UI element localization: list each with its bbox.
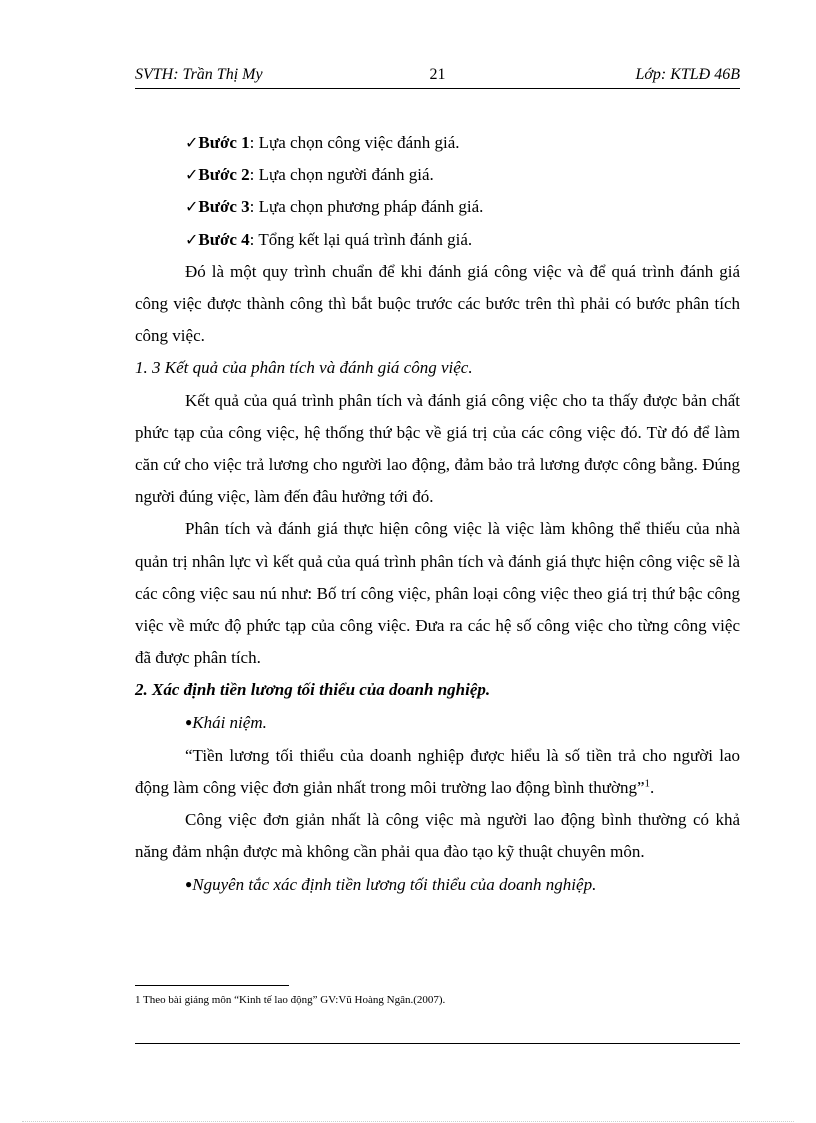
bullet-text: Khái niệm. (192, 712, 267, 732)
step-label: Bước 2 (198, 165, 250, 185)
bullet-icon: ● (185, 714, 193, 729)
paragraph: Đó là một quy trình chuẩn để khi đánh giá công việc và để quá trình đánh giá công việc được thành công thì bắt buộc trước các bước trên thì phải có bước phân tích công việc. (135, 261, 740, 346)
step-item (135, 159, 740, 191)
checkmark-icon: ✓ (185, 197, 199, 217)
quote-text: “Tiền lương tối thiểu của doanh nghiệp được hiểu là số tiền trả cho người lao động làm công việc đơn giản nhất trong môi trường lao động bình thường” (135, 745, 740, 798)
step-text: : Lựa chọn công việc đánh giá. (249, 133, 460, 152)
paragraph: Kết quả của quá trình phân tích và đánh giá công việc cho ta thấy được bản chất phức tạp của công việc, hệ thống thứ bậc về giá trị của các công việc đó. Từ đó để làm căn cứ cho việc trả lương cho người lao động, đảm bảo trả lương được công bằng. Đúng người đúng việc, làm đến đâu hưởng tới đó. (135, 390, 740, 507)
step-item (135, 224, 740, 256)
step-label: Bước 4 (198, 229, 250, 249)
header-class: Lớp: KTLĐ 46B (635, 66, 740, 83)
header-page-number: 21 (429, 66, 446, 83)
step-text: : Tổng kết lại quá trình đánh giá. (249, 229, 473, 249)
footer-rule (135, 1043, 740, 1044)
bullet-item (135, 869, 740, 902)
section-heading: 2. Xác định tiền lương tối thiểu của doanh nghiệp. (135, 680, 491, 700)
bullet-text: Nguyên tắc xác định tiền lương tối thiểu của doanh nghiệp. (192, 874, 597, 894)
bullet-item (135, 707, 740, 740)
paragraph: Công việc đơn giản nhất là công việc mà người lao động bình thường có khả năng đảm nhận được mà không cần phải qua đào tạo kỹ thuật chuyên môn. (135, 810, 740, 862)
footnote-separator (135, 985, 289, 986)
step-label: Bước 1 (198, 133, 250, 152)
page-edge (22, 1121, 794, 1122)
section-heading: 1. 3 Kết quả của phân tích và đánh giá công việc. (135, 358, 473, 378)
step-text: : Lựa chọn người đánh giá. (249, 165, 434, 185)
step-text: : Lựa chọn phương pháp đánh giá. (249, 197, 484, 217)
paragraph: Phân tích và đánh giá thực hiện công việc là việc làm không thể thiếu của nhà quản trị nhân lực vì kết quả của quá trình phân tích và đánh giá thực hiện công việc sẽ là các công việc sau nú như: Bố trí công việc, phân loại công việc theo giá trị thứ bậc công việc về mức độ phức tạp của công việc. Đưa ra các hệ số công việc cho từng công việc đã được phân tích. (135, 519, 740, 668)
checkmark-icon: ✓ (185, 165, 199, 185)
page-header (135, 64, 740, 89)
checkmark-icon: ✓ (185, 229, 199, 249)
footnote-ref: 1 (644, 777, 651, 790)
step-item (135, 127, 740, 159)
header-author: SVTH: Trần Thị My (135, 66, 263, 83)
step-label: Bước 3 (198, 197, 250, 217)
checkmark-icon: ✓ (185, 133, 199, 152)
step-item (135, 191, 740, 223)
bullet-icon: ● (185, 876, 193, 891)
footnote: 1 Theo bài giảng môn “Kinh tế lao động” GV:Vũ Hoàng Ngân.(2007). (135, 994, 446, 1006)
body-content (135, 127, 740, 902)
quote-paragraph: “Tiền lương tối thiểu của doanh nghiệp được hiểu là số tiền trả cho người lao động làm công việc đơn giản nhất trong môi trường lao động bình thường”$^1$. (135, 745, 740, 798)
